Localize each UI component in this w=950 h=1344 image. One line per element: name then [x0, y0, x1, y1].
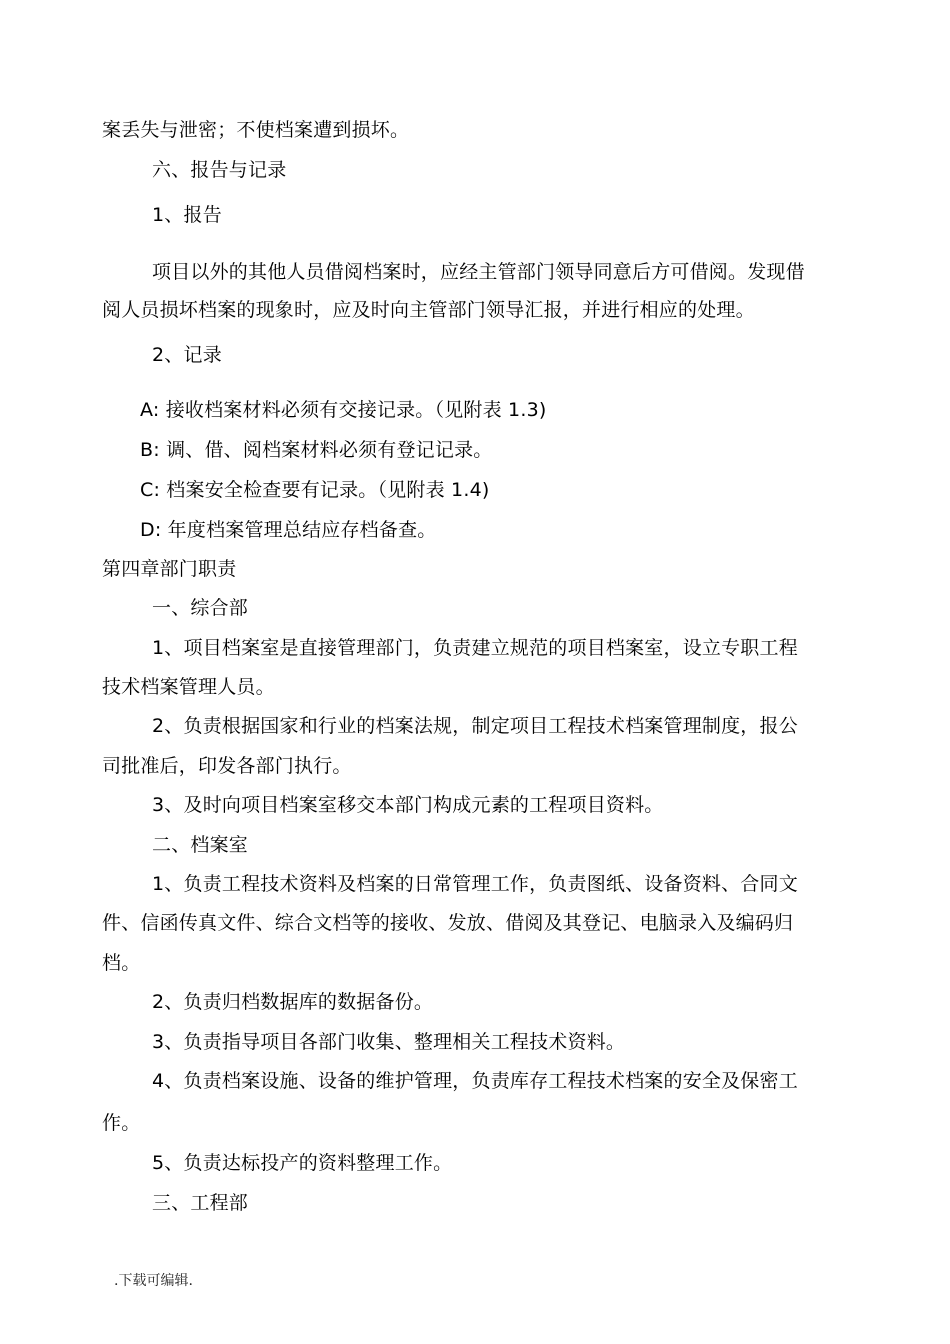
paragraph-line: 阅人员损坏档案的现象时，应及时向主管部门领导汇报，并进行相应的处理。	[102, 299, 755, 321]
paragraph-line: 3、负责指导项目各部门收集、整理相关工程技术资料。	[152, 1031, 626, 1053]
paragraph-line: 件、信函传真文件、综合文档等的接收、发放、借阅及其登记、电脑录入及编码归	[102, 912, 794, 934]
paragraph-line: 3、及时向项目档案室移交本部门构成元素的工程项目资料。	[152, 794, 664, 816]
paragraph-line: 2、负责归档数据库的数据备份。	[152, 991, 434, 1013]
paragraph-line: 作。	[102, 1112, 141, 1134]
section-heading: 一、综合部	[152, 597, 249, 619]
chapter-title: 第四章部门职责	[102, 558, 237, 580]
paragraph-line: 项目以外的其他人员借阅档案时，应经主管部门领导同意后方可借阅。发现借	[152, 261, 805, 283]
paragraph-line: 1、负责工程技术资料及档案的日常管理工作，负责图纸、设备资料、合同文	[152, 873, 798, 895]
paragraph-line: 技术档案管理人员。	[102, 676, 275, 698]
section-heading: 二、档案室	[152, 834, 249, 856]
paragraph-line: 档。	[102, 952, 141, 974]
list-item: B: 调、借、阅档案材料必须有登记记录。	[140, 439, 493, 461]
paragraph-line: 2、负责根据国家和行业的档案法规，制定项目工程技术档案管理制度，报公	[152, 715, 798, 737]
subsection-heading: 1、报告	[152, 204, 222, 226]
subsection-heading: 2、记录	[152, 344, 222, 366]
paragraph-line: 5、负责达标投产的资料整理工作。	[152, 1152, 453, 1174]
paragraph-line: 案丢失与泄密；不使档案遭到损坏。	[102, 119, 410, 141]
list-item: C: 档案安全检查要有记录。（见附表 1.4)	[140, 479, 490, 501]
paragraph-line: 司批准后，印发各部门执行。	[102, 755, 352, 777]
section-heading: 三、工程部	[152, 1192, 249, 1214]
section-heading: 六、报告与记录	[152, 159, 287, 181]
paragraph-line: 4、负责档案设施、设备的维护管理，负责库存工程技术档案的安全及保密工	[152, 1070, 798, 1092]
list-item: A: 接收档案材料必须有交接记录。（见附表 1.3)	[140, 399, 547, 421]
list-item: D: 年度档案管理总结应存档备查。	[140, 519, 437, 541]
page-footer: .下载可编辑.	[114, 1273, 193, 1289]
paragraph-line: 1、项目档案室是直接管理部门，负责建立规范的项目档案室，设立专职工程	[152, 637, 798, 659]
